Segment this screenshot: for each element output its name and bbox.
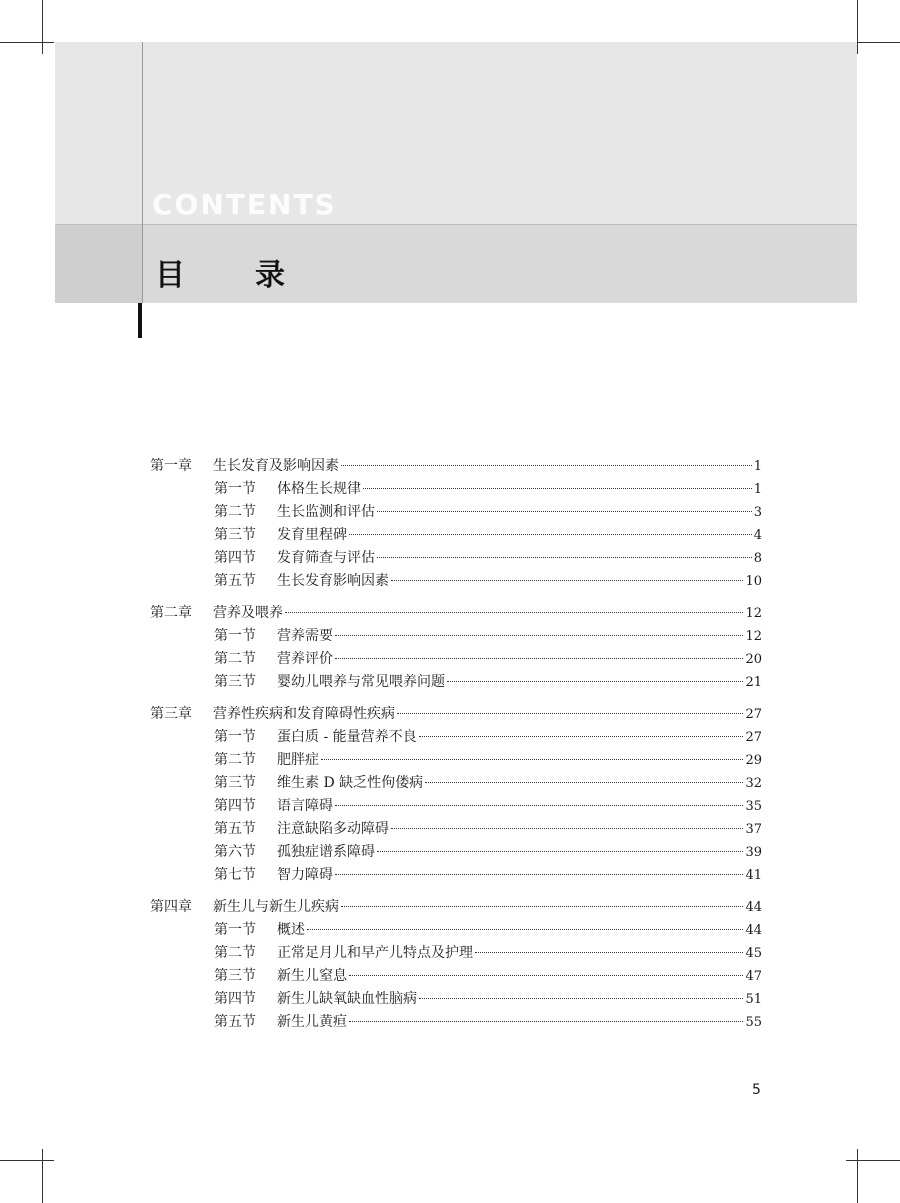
leader-dots <box>425 782 743 783</box>
toc-chapter-row[interactable] <box>150 703 762 726</box>
toc-section-row[interactable] <box>150 547 762 570</box>
chapter-number: 第三章 <box>150 706 192 722</box>
section-page: 37 <box>745 822 762 837</box>
toc-chapter-row[interactable] <box>150 602 762 625</box>
section-page: 3 <box>753 505 762 520</box>
leader-dots <box>363 488 752 489</box>
section-page: 47 <box>745 969 762 984</box>
toc-section-row[interactable] <box>150 942 762 965</box>
section-number: 第五节 <box>214 573 256 589</box>
crop-mark <box>857 0 858 54</box>
leader-dots <box>335 805 743 806</box>
section-title: 生长发育影响因素 <box>277 573 389 589</box>
section-number: 第二节 <box>214 504 256 520</box>
section-page: 44 <box>745 923 762 938</box>
section-title: 孤独症谱系障碍 <box>277 844 375 860</box>
toc-section-row[interactable] <box>150 818 762 841</box>
section-page: 8 <box>753 551 762 566</box>
leader-dots <box>419 998 743 999</box>
section-title: 正常足月儿和早产儿特点及护理 <box>277 945 473 961</box>
section-title: 维生素 D 缺乏性佝偻病 <box>277 775 424 791</box>
leader-dots <box>447 681 743 682</box>
section-number: 第二节 <box>214 651 256 667</box>
crop-mark <box>42 0 43 54</box>
section-title: 体格生长规律 <box>277 481 361 497</box>
toc-section-row[interactable] <box>150 671 762 694</box>
section-page: 51 <box>745 992 762 1007</box>
leader-dots <box>419 736 744 737</box>
leader-dots <box>349 975 743 976</box>
leader-dots <box>307 929 743 930</box>
leader-dots <box>335 635 743 636</box>
section-number: 第五节 <box>214 821 256 837</box>
section-page: 12 <box>745 629 762 644</box>
section-title: 生长监测和评估 <box>277 504 375 520</box>
toc-section-row[interactable] <box>150 1011 762 1034</box>
section-title: 智力障碍 <box>277 867 333 883</box>
section-page: 35 <box>745 799 762 814</box>
section-number: 第四节 <box>214 550 256 566</box>
crop-mark <box>0 42 54 43</box>
page-title: 目 录 <box>155 258 305 293</box>
chapter-number: 第四章 <box>150 899 192 915</box>
chapter-title: 营养及喂养 <box>213 605 283 621</box>
section-page: 32 <box>745 776 762 791</box>
chapter-number: 第一章 <box>150 458 192 474</box>
section-title: 肥胖症 <box>277 752 319 768</box>
section-title: 概述 <box>277 922 305 938</box>
section-title: 发育里程碑 <box>277 527 347 543</box>
section-page: 27 <box>745 730 762 745</box>
chapter-title: 营养性疾病和发育障碍性疾病 <box>213 706 395 722</box>
toc-section-row[interactable] <box>150 772 762 795</box>
crop-mark <box>42 1149 43 1203</box>
toc-section-row[interactable] <box>150 988 762 1011</box>
section-page: 41 <box>745 868 762 883</box>
leader-dots <box>335 658 743 659</box>
toc-section-row[interactable] <box>150 864 762 887</box>
page-number: 5 <box>752 1082 761 1098</box>
chapter-number: 第二章 <box>150 605 192 621</box>
section-page: 21 <box>745 675 762 690</box>
section-number: 第一节 <box>214 481 256 497</box>
section-page: 29 <box>745 753 762 768</box>
toc-section-row[interactable] <box>150 570 762 593</box>
section-page: 45 <box>745 946 762 961</box>
toc-section-row[interactable] <box>150 726 762 749</box>
section-number: 第四节 <box>214 798 256 814</box>
section-title: 新生儿窒息 <box>277 968 347 984</box>
toc-section-row[interactable] <box>150 841 762 864</box>
section-number: 第二节 <box>214 752 256 768</box>
section-title: 语言障碍 <box>277 798 333 814</box>
section-page: 1 <box>753 482 762 497</box>
section-page: 4 <box>753 528 762 543</box>
chapter-page: 27 <box>745 707 762 722</box>
toc-section-row[interactable] <box>150 625 762 648</box>
section-page: 39 <box>745 845 762 860</box>
leader-dots <box>341 465 752 466</box>
chapter-page: 44 <box>745 900 762 915</box>
section-page: 20 <box>745 652 762 667</box>
section-number: 第二节 <box>214 945 256 961</box>
header-band-corner <box>55 224 142 303</box>
section-number: 第三节 <box>214 968 256 984</box>
leader-dots <box>349 1021 743 1022</box>
toc-section-row[interactable] <box>150 524 762 547</box>
table-of-contents <box>150 455 762 1034</box>
leader-dots <box>349 534 752 535</box>
leader-dots <box>341 906 743 907</box>
leader-dots <box>377 511 752 512</box>
leader-dots <box>377 557 752 558</box>
toc-section-row[interactable] <box>150 501 762 524</box>
leader-dots <box>335 874 743 875</box>
section-title: 营养评价 <box>277 651 333 667</box>
contents-word: CONTENTS <box>152 188 337 221</box>
section-page: 10 <box>745 574 762 589</box>
chapter-page: 1 <box>753 459 762 474</box>
section-title: 新生儿缺氧缺血性脑病 <box>277 991 417 1007</box>
leader-dots <box>285 612 743 613</box>
toc-section-row[interactable] <box>150 919 762 942</box>
section-title: 营养需要 <box>277 628 333 644</box>
section-title: 注意缺陷多动障碍 <box>277 821 389 837</box>
leader-dots <box>475 952 743 953</box>
toc-section-row[interactable] <box>150 478 762 501</box>
section-title: 蛋白质 - 能量营养不良 <box>277 729 417 745</box>
crop-mark <box>846 1160 900 1161</box>
header-divider <box>55 224 857 225</box>
section-title: 发育筛查与评估 <box>277 550 375 566</box>
section-number: 第三节 <box>214 674 256 690</box>
toc-chapter-row[interactable] <box>150 455 762 478</box>
section-number: 第四节 <box>214 991 256 1007</box>
leader-dots <box>391 580 743 581</box>
leader-dots <box>391 828 743 829</box>
section-title: 新生儿黄疸 <box>277 1014 347 1030</box>
header-vertical-rule <box>142 42 143 303</box>
section-number: 第三节 <box>214 527 256 543</box>
section-number: 第六节 <box>214 844 256 860</box>
section-page: 55 <box>745 1015 762 1030</box>
toc-section-row[interactable] <box>150 749 762 772</box>
leader-dots <box>397 713 743 714</box>
chapter-title: 新生儿与新生儿疾病 <box>213 899 339 915</box>
section-title: 婴幼儿喂养与常见喂养问题 <box>277 674 445 690</box>
title-accent-bar <box>138 303 142 338</box>
toc-section-row[interactable] <box>150 965 762 988</box>
section-number: 第一节 <box>214 729 256 745</box>
section-number: 第一节 <box>214 922 256 938</box>
crop-mark <box>857 1149 858 1203</box>
chapter-title: 生长发育及影响因素 <box>213 458 339 474</box>
toc-section-row[interactable] <box>150 648 762 671</box>
crop-mark <box>0 1160 54 1161</box>
section-number: 第三节 <box>214 775 256 791</box>
leader-dots <box>321 759 743 760</box>
section-number: 第五节 <box>214 1014 256 1030</box>
section-number: 第七节 <box>214 867 256 883</box>
leader-dots <box>377 851 743 852</box>
chapter-page: 12 <box>745 606 762 621</box>
toc-chapter-row[interactable] <box>150 896 762 919</box>
section-number: 第一节 <box>214 628 256 644</box>
toc-section-row[interactable] <box>150 795 762 818</box>
